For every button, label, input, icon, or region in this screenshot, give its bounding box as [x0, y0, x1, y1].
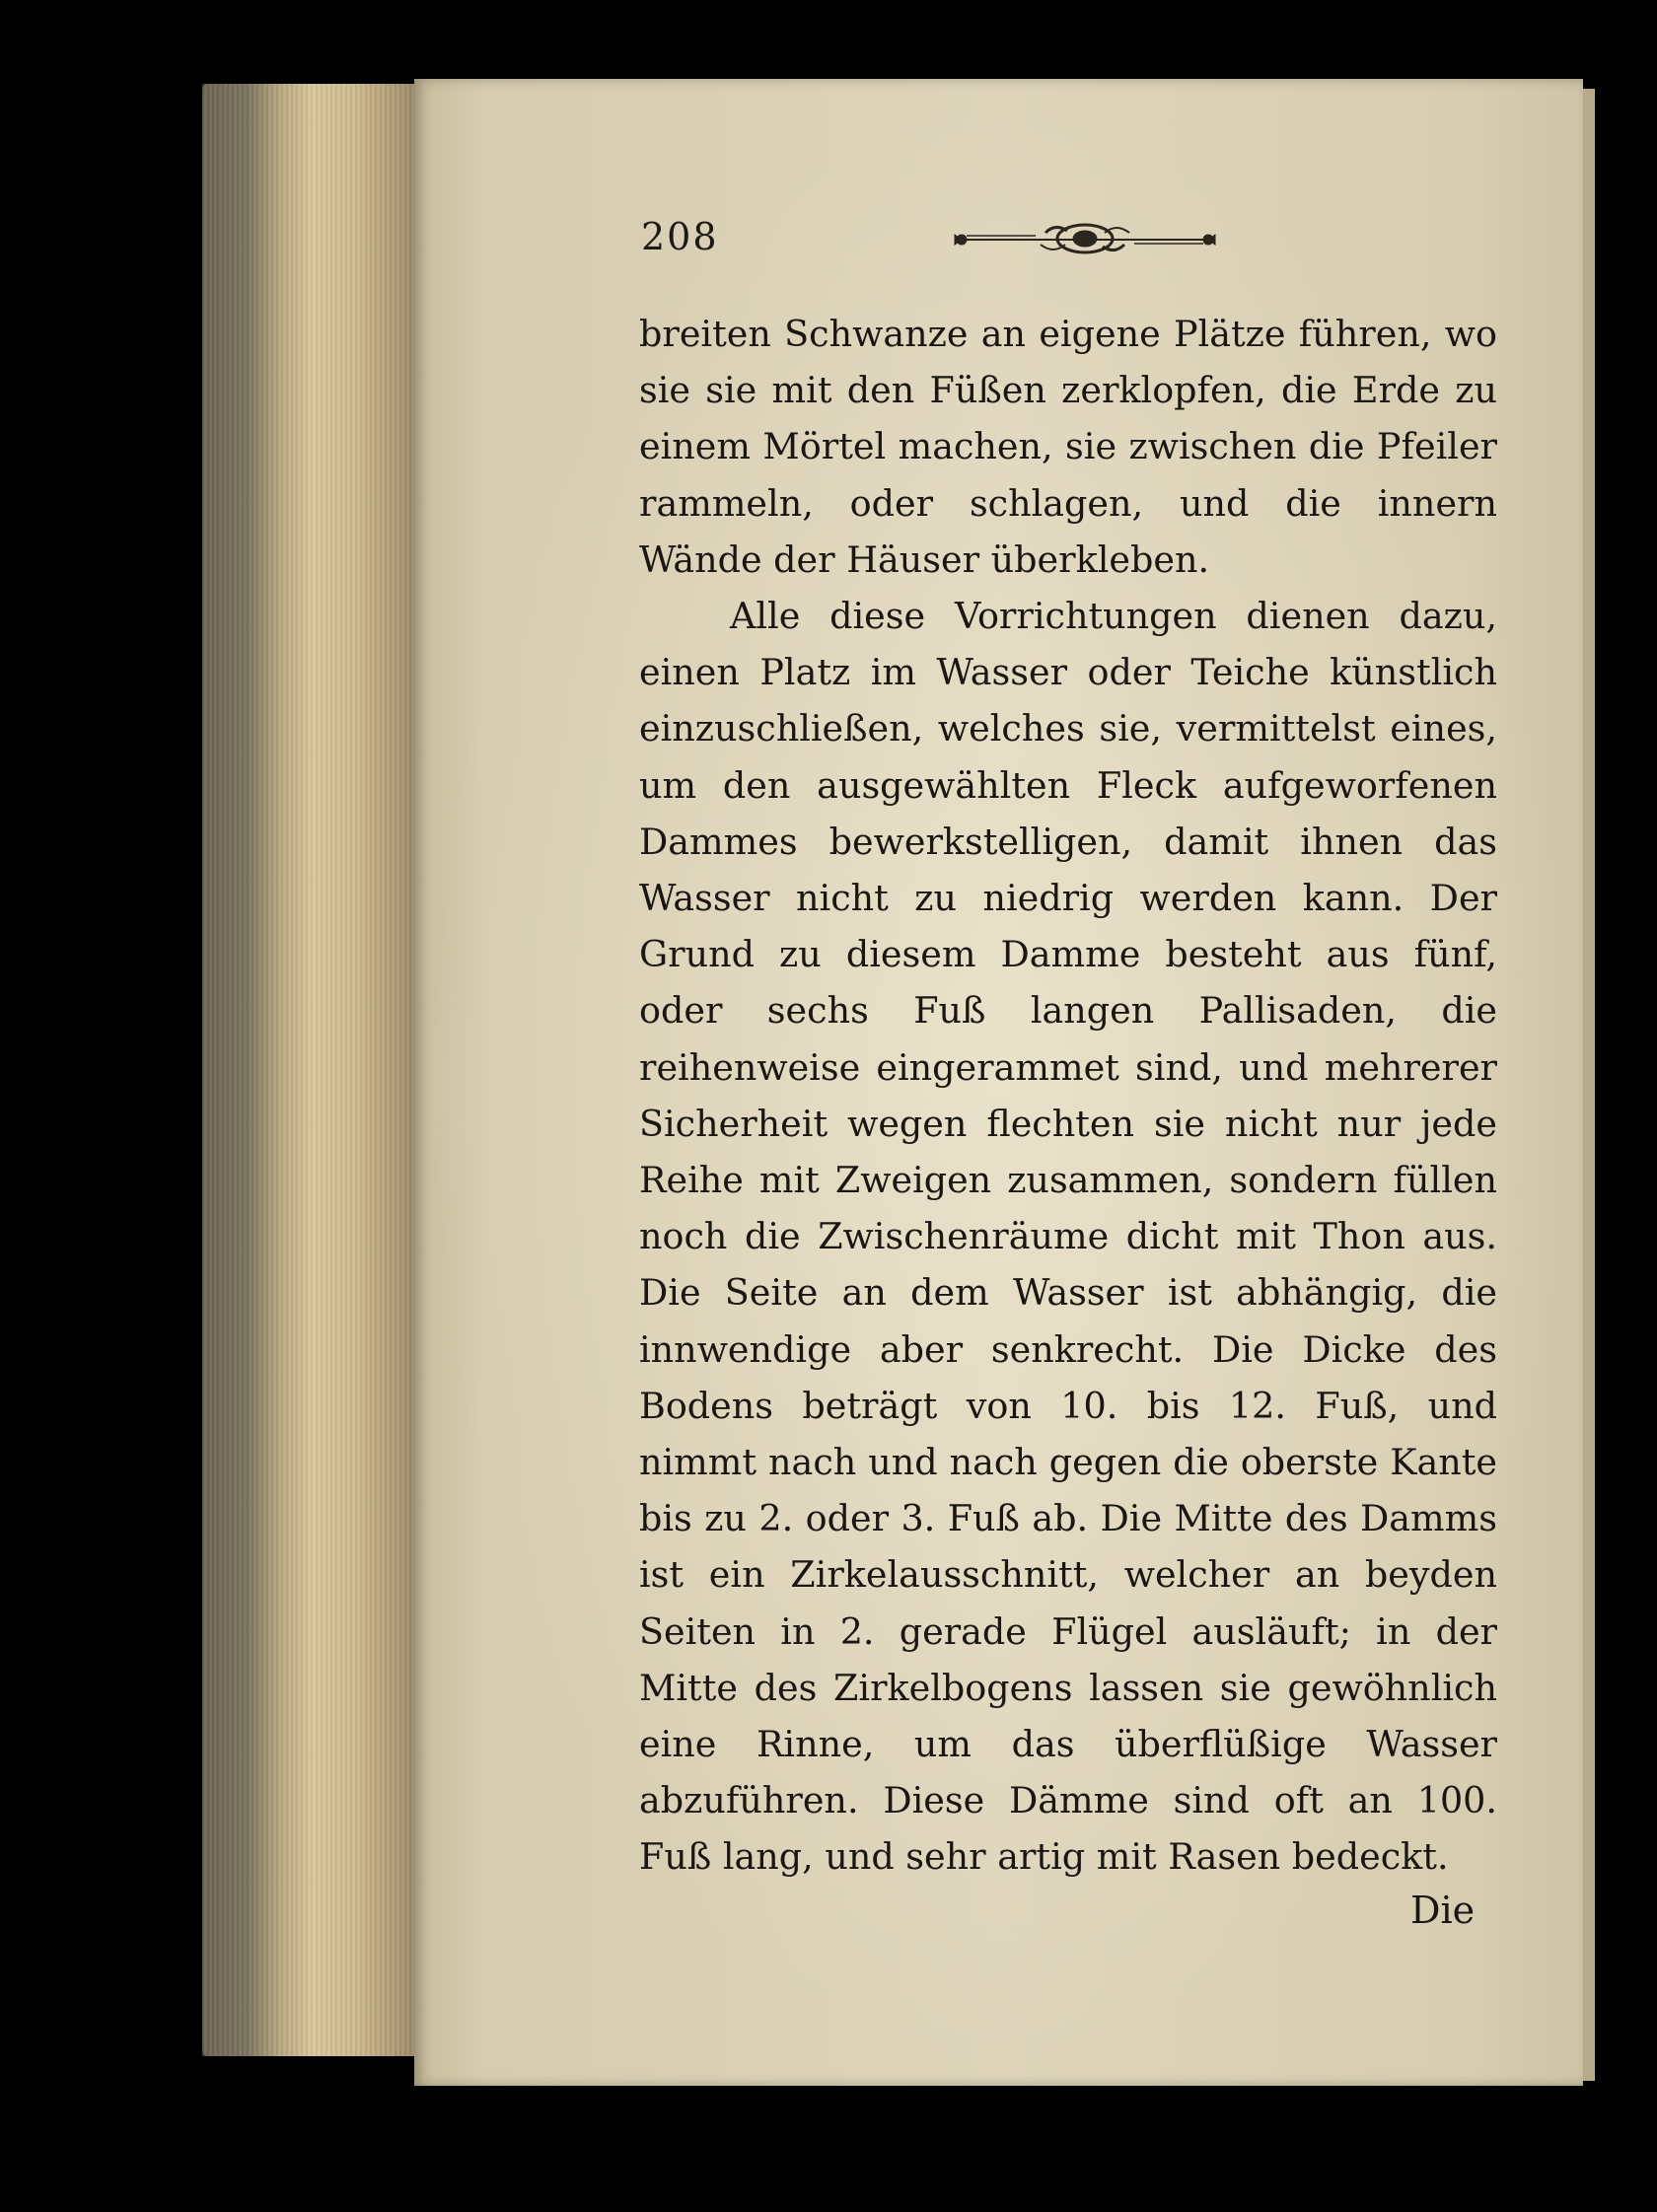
- page-number: 208: [641, 215, 719, 258]
- body-text: [639, 306, 1497, 1886]
- paragraph: Alle diese Vorrichtungen dienen dazu, einen Platz im Wasser oder Teiche künstlich einzuschließen, welches sie, vermittelst eines, um den ausgewählten Fleck aufgeworfenen Dammes bewerkstelligen, damit ihnen das Wasser nicht zu niedrig werden kann. Der Grund zu diesem Damme besteht aus fünf, oder sechs Fuß langen Pallisaden, die reihenweise eingerammet sind, und mehrerer Sicherheit wegen flechten sie nicht nur jede Reihe mit Zweigen zusammen, sondern füllen noch die Zwischenräume dicht mit Thon aus. Die Seite an dem Wasser ist abhängig, die innwendige aber senkrecht. Die Dicke des Bodens beträgt von 10. bis 12. Fuß, und nimmt nach und nach gegen die oberste Kante bis zu 2. oder 3. Fuß ab. Die Mitte des Damms ist ein Zirkelausschnitt, welcher an beyden Seiten in 2. gerade Flügel ausläuft; in der Mitte des Zirkelbogens lassen sie gewöhnlich eine Rinne, um das überflüßige Wasser abzuführen. Diese Dämme sind oft an 100. Fuß lang, und sehr artig mit Rasen bedeckt.: [639, 595, 1497, 1879]
- facing-page-edge: [1583, 89, 1595, 2081]
- decorative-vignette-icon: [937, 215, 1233, 264]
- page-edges: [202, 84, 424, 2056]
- page-header: [641, 215, 1233, 274]
- paragraph-continuation: breiten Schwanze an eigene Plätze führen, wo sie sie mit den Füßen zerklopfen, die Erde zu einem Mörtel machen, sie zwischen die Pfeiler rammeln, oder schlagen, und die innern Wände der Häuser überkleben.: [639, 313, 1497, 581]
- catchword: Die: [1410, 1889, 1476, 1932]
